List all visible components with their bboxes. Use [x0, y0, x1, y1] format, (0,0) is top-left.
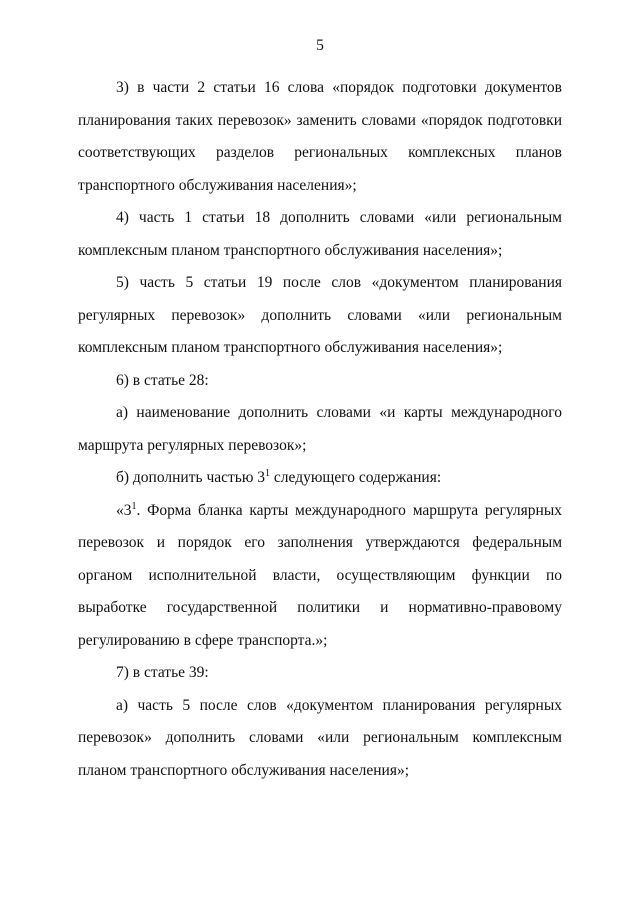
paragraph-subitem-a-article-39: а) часть 5 после слов «документом планирования регулярных перевозок» дополнить словами «или региональным комплексным планом транспортного обслуживания населения»;: [78, 696, 562, 779]
paragraph-item-6-article-28: 6) в статье 28:: [116, 371, 209, 389]
paragraph-item-7-article-39: 7) в статье 39:: [116, 664, 209, 681]
paragraph-subitem-a-article-28: а) наименование дополнить словами «и карты международного маршрута регулярных перевозок»;: [78, 404, 562, 454]
paragraph-item-5-article-19: 5) часть 5 статьи 19 после слов «документом планирования регулярных перевозок» дополнить словами «или региональным комплексным планом транспортного обслуживания населения»;: [78, 274, 562, 356]
paragraph-item-4-article-18: 4) часть 1 статьи 18 дополнить словами «или региональным комплексным планом транспортного обслуживания населения»;: [78, 209, 562, 259]
document-body: [78, 72, 562, 787]
paragraph-part-3-1-text: [78, 495, 562, 658]
paragraph-item-3-article-16: 3) в части 2 статьи 16 слова «порядок подготовки документов планирования таких перевозок» заменить словами «порядок подготовки соответствующих разделов региональных комплексных планов транспортного обслуживания населения»;: [78, 79, 562, 194]
paragraph-subitem-b-article-28: [78, 462, 562, 495]
paragraph-text-after: следующего содержания:: [270, 469, 442, 486]
paragraph-text-after: . Форма бланка карты международного маршрута регулярных перевозок и порядок его заполнения утверждаются федеральным органом исполнительной власти, осуществляющим функции по выработке государственной политики и нормативно-правовому регулированию в сфере транспорта.»;: [78, 501, 562, 649]
page-number: 5: [316, 37, 324, 54]
superscript-marker: 1: [131, 500, 137, 512]
paragraph-text-before: б) дополнить частью 3: [116, 469, 266, 486]
superscript-marker: 1: [265, 468, 271, 479]
paragraph-text-before: «3: [116, 501, 132, 519]
